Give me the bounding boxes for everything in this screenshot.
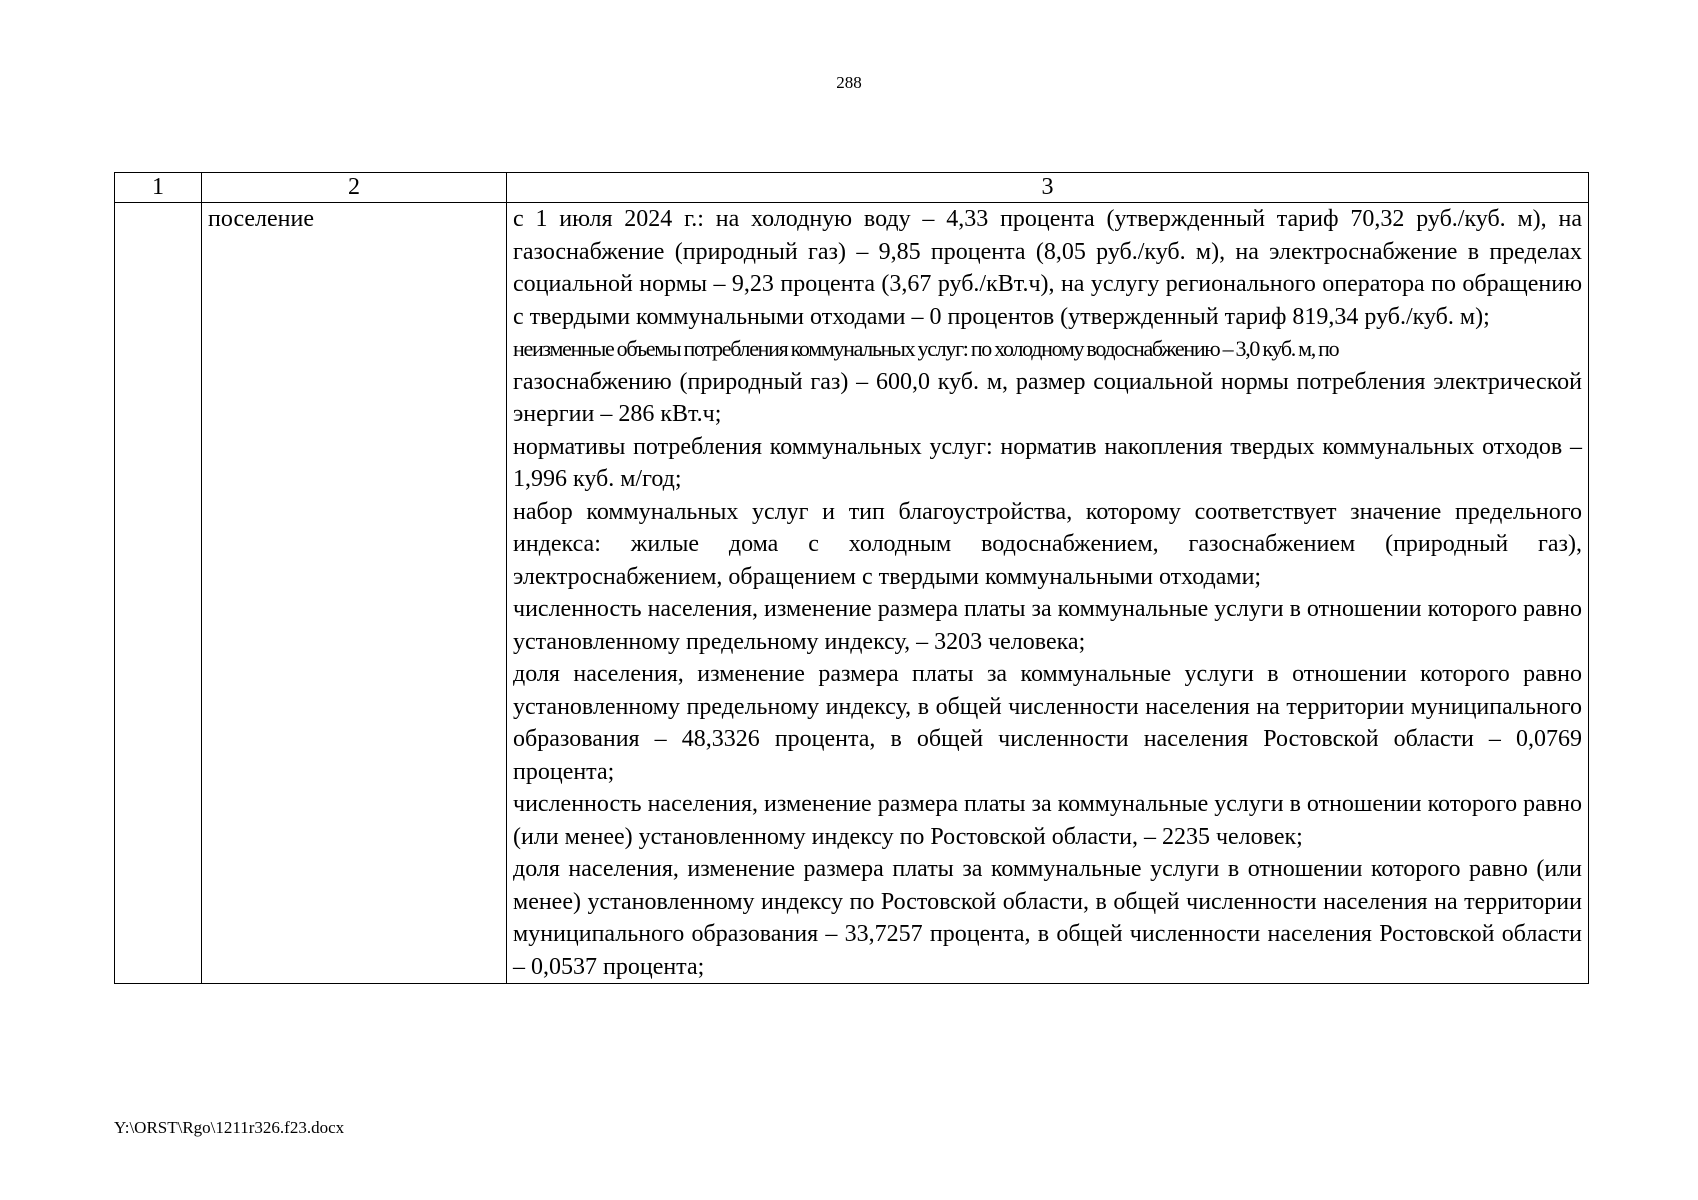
tariff-table: [114, 172, 1589, 984]
table-row: [115, 203, 1589, 984]
header-cell-1: 1: [115, 173, 202, 203]
paragraph-population-less: численность населения, изменение размера платы за коммунальные услуги в отношении которого равно (или менее) установленному индексу по Ростовской области, – 2235 человек;: [513, 791, 1582, 850]
row-cell-description: [507, 203, 1589, 984]
paragraph-population-equal: численность населения, изменение размера платы за коммунальные услуги в отношении которого равно установленному предельному индексу, – 3203 человека;: [513, 596, 1582, 655]
header-cell-3: 3: [507, 173, 1589, 203]
row-cell-number: [115, 203, 202, 984]
paragraph-volumes-line: неизменные объемы потребления коммунальных услуг: по холодному водоснабжению – 3,0 куб. м, по: [513, 336, 1339, 361]
paragraph-share-equal: доля населения, изменение размера платы за коммунальные услуги в отношении которого равно установленному предельному индексу, в общей численности населения на территории муниципального образования – 48,3326 процента, в общей численности населения Ростовской области – 0,0769 процента;: [513, 661, 1582, 785]
paragraph-volumes-cont: газоснабжению (природный газ) – 600,0 куб. м, размер социальной нормы потребления электрической энергии – 286 кВт.ч;: [513, 368, 1582, 427]
header-cell-2: 2: [202, 173, 507, 203]
footer-file-path: Y:\ORST\Rgo\1211r326.f23.docx: [114, 1118, 345, 1137]
paragraph-services-set: набор коммунальных услуг и тип благоустройства, которому соответствует значение предельного индекса: жилые дома с холодным водоснабжением, газоснабжением (природный газ), электроснабжением, обращением с твердыми коммунальными отходами;: [513, 498, 1582, 590]
row-cell-settlement: поселение: [202, 203, 507, 984]
paragraph-share-less: доля населения, изменение размера платы за коммунальные услуги в отношении которого равно (или менее) установленному индексу по Ростовской области, в общей численности населения на территории муниципального образования – 33,7257 процента, в общей численности населения Ростовской области – 0,0537 процента;: [513, 856, 1582, 980]
table-header-row: [115, 173, 1589, 203]
page-number: 288: [836, 73, 862, 92]
paragraph-tariffs: с 1 июля 2024 г.: на холодную воду – 4,33 процента (утвержденный тариф 70,32 руб./куб. м), на газоснабжение (природный газ) – 9,85 процента (8,05 руб./куб. м), на электроснабжение в пределах социальной нормы – 9,23 процента (3,67 руб./кВт.ч), на услугу регионального оператора по обращению с твердыми коммунальными отходами – 0 процентов (утвержденный тариф 819,34 руб./куб. м);: [513, 206, 1582, 330]
paragraph-norms: нормативы потребления коммунальных услуг: норматив накопления твердых коммунальных отходов – 1,996 куб. м/год;: [513, 433, 1582, 492]
